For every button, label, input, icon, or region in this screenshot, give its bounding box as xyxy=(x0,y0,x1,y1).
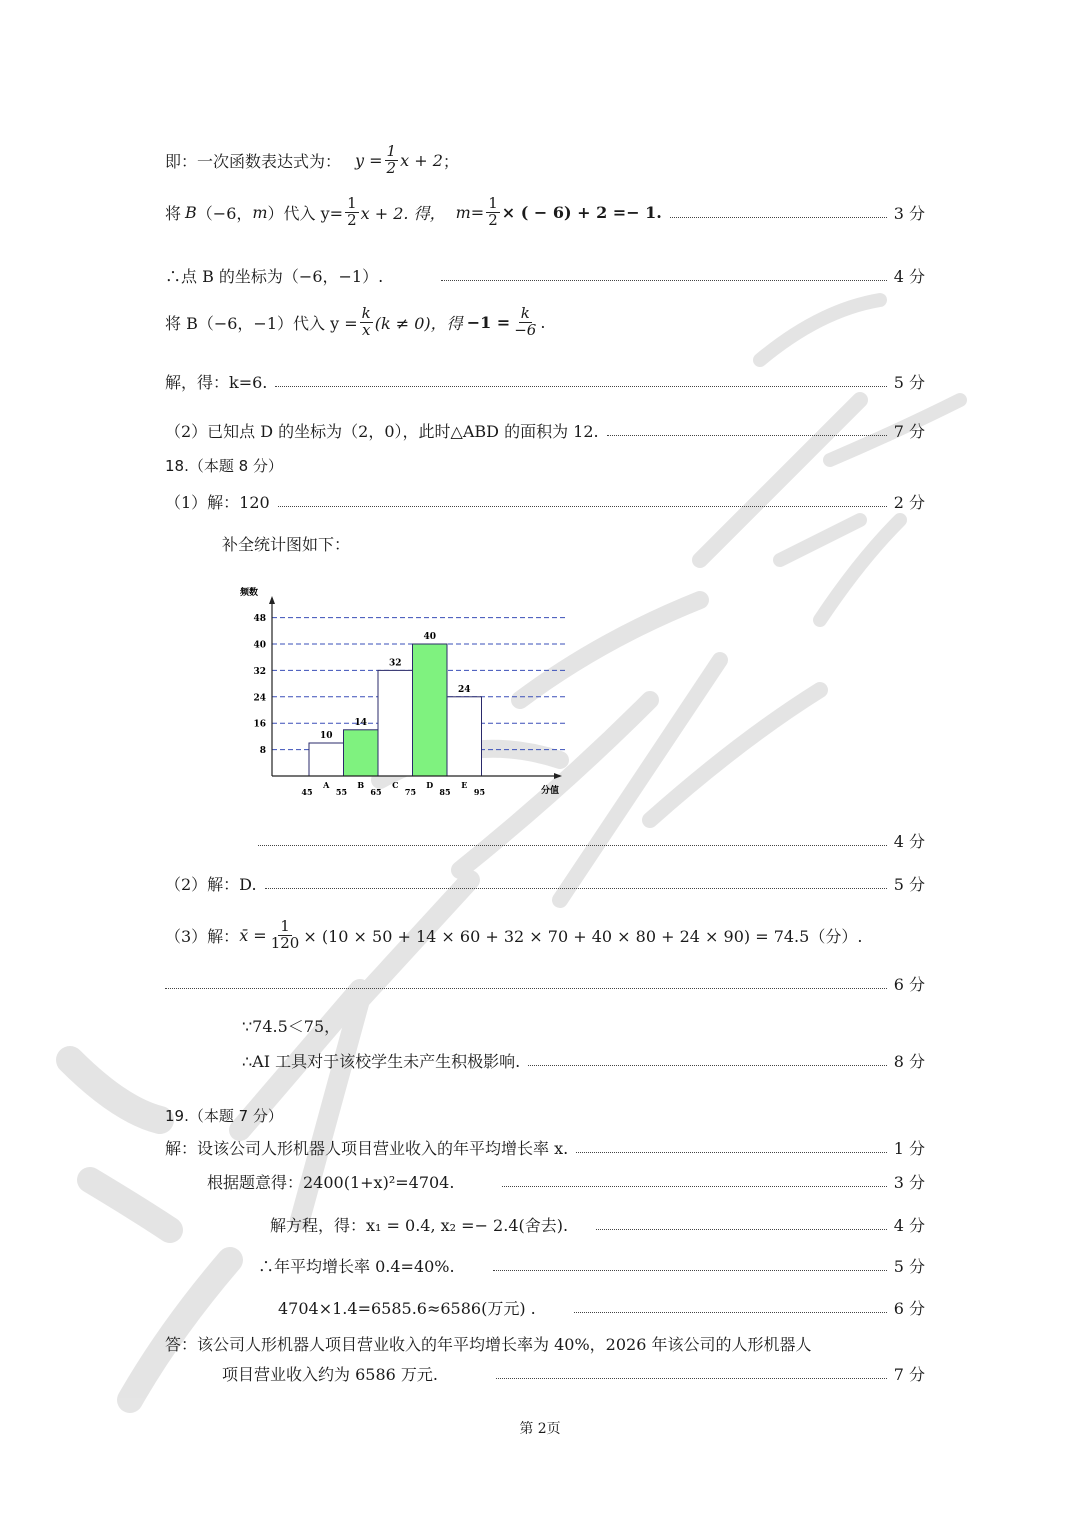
section-title: 18.（本题 8 分） xyxy=(165,456,283,475)
text: （−6， xyxy=(196,203,253,223)
numerator: 1 xyxy=(386,141,397,160)
dot-leader xyxy=(441,280,887,281)
text: 项目营业收入约为 6586 万元. xyxy=(222,1364,438,1384)
fraction xyxy=(345,193,359,229)
text: . xyxy=(540,312,546,332)
q18-part1 xyxy=(165,486,925,516)
q19-line2 xyxy=(207,1166,925,1196)
denominator: 2 xyxy=(386,158,397,177)
area-line xyxy=(165,415,925,445)
score: 7 分 xyxy=(893,421,925,441)
fraction xyxy=(269,916,302,952)
linear-function-line xyxy=(165,141,925,177)
bar-value-label: 32 xyxy=(388,658,402,669)
math: y = xyxy=(355,150,383,170)
q19-line3 xyxy=(270,1209,925,1239)
dot-leader xyxy=(528,1065,887,1066)
q19-line5 xyxy=(278,1292,925,1322)
numerator: k xyxy=(520,303,530,322)
denominator: 2 xyxy=(488,210,498,229)
q19-line1 xyxy=(165,1132,925,1162)
point-b-line xyxy=(165,260,925,290)
text: = xyxy=(470,202,485,222)
dot-leader xyxy=(493,1270,887,1271)
bar-value-label: 14 xyxy=(354,717,368,728)
y-axis-title: 频数 xyxy=(240,588,259,598)
x-axis-arrow xyxy=(554,773,562,779)
x-edge-label: 65 xyxy=(370,787,382,797)
therefore-line xyxy=(242,1045,925,1075)
text: 将 B（−6，−1）代入 y = xyxy=(165,313,358,333)
text: 4704×1.4=6585.6≈6586(万元) . xyxy=(278,1298,536,1318)
fraction xyxy=(360,303,373,339)
page-number: 第 2页 xyxy=(519,1421,561,1437)
score: 4 分 xyxy=(893,1215,925,1235)
y-tick-label: 24 xyxy=(253,693,266,704)
text: （1）解：120 xyxy=(165,492,270,512)
bar-value-label: 10 xyxy=(319,731,333,741)
dot-leader xyxy=(496,1378,887,1379)
dot-leader xyxy=(670,217,887,218)
dot-leader xyxy=(576,1152,887,1153)
math: × (10 × 50 + 14 × 60 + 32 × 70 + 40 × 80 + 24 × 90) = 74.5（分）. xyxy=(303,926,863,946)
math: x + 2 xyxy=(400,150,443,170)
math: x̄ = xyxy=(239,925,267,945)
dot-leader xyxy=(574,1312,887,1313)
denominator: x xyxy=(361,320,371,339)
because-line xyxy=(242,1010,925,1040)
dot-leader xyxy=(165,988,887,989)
chart-caption xyxy=(222,528,982,558)
x-edge-label: 95 xyxy=(473,787,486,797)
section-18-title xyxy=(165,450,925,480)
math: (k ≠ 0)，得 xyxy=(374,313,463,333)
point-label: B xyxy=(185,202,197,222)
text: ； xyxy=(442,151,459,171)
y-tick-label: 48 xyxy=(253,614,266,625)
y-axis-arrow xyxy=(269,596,275,604)
text: 解方程，得：x₁ = 0.4, x₂ =− 2.4(舍去). xyxy=(270,1215,569,1235)
score: 5 分 xyxy=(893,874,925,894)
text: ∴AI 工具对于该校学生未产生积极影响. xyxy=(242,1051,521,1071)
histogram-bar-C xyxy=(378,670,413,776)
section-title: 19.（本题 7 分） xyxy=(165,1106,283,1125)
text: ∵74.5＜75， xyxy=(242,1016,341,1036)
score: 5 分 xyxy=(893,372,925,392)
q18-part2 xyxy=(165,868,925,898)
score: 6 分 xyxy=(893,1298,925,1318)
text: （3）解： xyxy=(165,926,240,946)
text: 解：设该公司人形机器人项目营业收入的年平均增长率 x. xyxy=(165,1138,569,1158)
bar-value-label: 40 xyxy=(423,632,437,642)
category-label: D xyxy=(426,780,434,790)
dot-leader xyxy=(502,1186,887,1187)
text: 即：一次函数表达式为： xyxy=(165,151,342,171)
text: （2）已知点 D 的坐标为（2，0），此时△ABD 的面积为 12. xyxy=(165,421,599,441)
y-tick-label: 8 xyxy=(259,746,266,757)
numerator: 1 xyxy=(280,916,290,935)
histogram-bar-E xyxy=(447,697,482,776)
score: 6 分 xyxy=(893,974,925,994)
numerator: 1 xyxy=(488,193,498,212)
score: 7 分 xyxy=(893,1364,925,1384)
text: ∴点 B 的坐标为（−6，−1）. xyxy=(165,266,384,286)
score: 5 分 xyxy=(893,1256,925,1276)
solve-k-line xyxy=(165,366,925,396)
x-edge-label: 85 xyxy=(439,787,451,797)
math: −1 = xyxy=(466,312,511,332)
text: 补全统计图如下： xyxy=(222,534,351,554)
text: 将 xyxy=(165,203,182,223)
dot-leader xyxy=(265,888,887,889)
score: 4 分 xyxy=(893,831,925,851)
fraction xyxy=(486,193,500,229)
text: ）代入 y= xyxy=(267,203,344,223)
dot-leader xyxy=(607,435,887,436)
variable: m xyxy=(252,202,268,222)
score: 1 分 xyxy=(893,1138,925,1158)
category-label: A xyxy=(323,780,330,790)
x-axis-title: 分值 xyxy=(541,786,560,796)
q19-answer-line1 xyxy=(165,1328,925,1358)
category-label: B xyxy=(357,780,365,790)
x-edge-label: 55 xyxy=(335,787,348,797)
histogram-bar-D xyxy=(413,644,448,776)
score: 8 分 xyxy=(893,1051,925,1071)
text: 根据题意得：2400(1+x)²=4704. xyxy=(207,1172,455,1192)
dot-leader xyxy=(596,1229,887,1230)
y-tick-label: 40 xyxy=(253,640,266,651)
x-edge-label: 45 xyxy=(301,787,313,797)
dot-leader xyxy=(258,845,887,846)
denominator: 120 xyxy=(270,933,300,952)
q18-part3-score xyxy=(165,968,925,998)
score: 4 分 xyxy=(893,266,925,286)
substitute-k-line xyxy=(165,303,925,339)
histogram-bar-B xyxy=(344,730,379,776)
fraction xyxy=(385,141,399,177)
frequency-histogram xyxy=(230,580,580,810)
math: x + 2. 得， xyxy=(360,203,446,223)
text: （2）解：D. xyxy=(165,874,257,894)
q18-part3 xyxy=(165,916,925,952)
fraction xyxy=(512,303,538,339)
histogram-bar-A xyxy=(309,743,344,776)
denominator: −6 xyxy=(514,320,537,339)
bar-value-label: 24 xyxy=(457,684,471,695)
score: 3 分 xyxy=(893,1172,925,1192)
dot-leader xyxy=(278,506,887,507)
q19-answer-line2 xyxy=(222,1358,925,1388)
x-edge-label: 75 xyxy=(404,787,417,797)
math: × ( − 6) + 2 =− 1. xyxy=(501,202,662,222)
text: 解，得：k=6. xyxy=(165,372,268,392)
score: 2 分 xyxy=(893,492,925,512)
chart-score-line xyxy=(258,825,925,855)
substitute-b-line xyxy=(165,193,925,229)
variable: m xyxy=(455,202,471,222)
q19-line4 xyxy=(258,1250,925,1280)
denominator: 2 xyxy=(347,210,357,229)
text: 答：该公司人形机器人项目营业收入的年平均增长率为 40%，2026 年该公司的人形机器人 xyxy=(165,1334,812,1354)
dot-leader xyxy=(275,386,887,387)
text: ∴年平均增长率 0.4=40%. xyxy=(258,1256,455,1276)
category-label: E xyxy=(461,780,468,790)
numerator: 1 xyxy=(347,193,357,212)
y-tick-label: 16 xyxy=(253,719,266,730)
category-label: C xyxy=(392,780,399,790)
score: 3 分 xyxy=(893,203,925,223)
numerator: k xyxy=(361,303,371,322)
y-tick-label: 32 xyxy=(253,666,266,677)
section-19-title xyxy=(165,1100,925,1130)
